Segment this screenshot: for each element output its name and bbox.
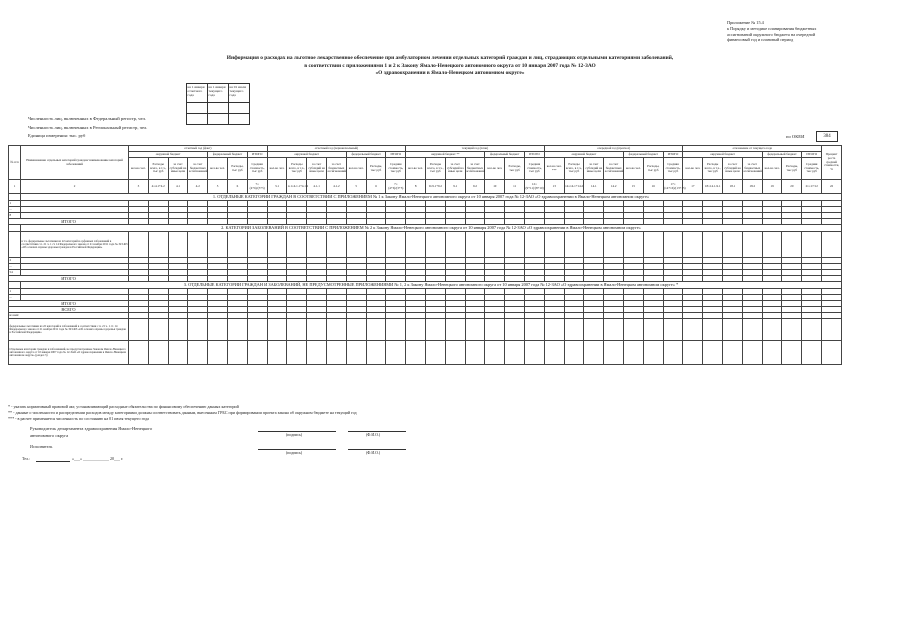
data-cell bbox=[366, 232, 386, 258]
data-cell bbox=[366, 341, 386, 365]
data-cell bbox=[346, 319, 366, 341]
column-number: 4.1.1 bbox=[307, 180, 327, 194]
data-cell bbox=[247, 232, 267, 258]
footnote: * - указать нормативный правовой акт, устанавливающий расходные обязательства по финансовому обеспечению данных категорий bbox=[8, 404, 239, 409]
title-line: Информация о расходах на льготное лекарственное обеспечение при амбулаторном лечении отдельных категорий граждан и лиц, страдающих отдельными категориями заболеваний, bbox=[226, 55, 674, 61]
data-cell bbox=[822, 232, 842, 258]
budget-header: окружной бюджет bbox=[267, 152, 346, 158]
signature-line bbox=[348, 431, 406, 432]
data-cell bbox=[683, 319, 703, 341]
total-label: ИТОГО bbox=[9, 219, 129, 225]
breakdown-label: Отдельные категории граждан и заболеваний, не предусмотренные Законом Ямало-Ненецкого автономного округа от 10 января 2007 года № 12-ЗАО «О здравоохранении в Ямало-Ненецком автономном округе» (раздел 3) bbox=[9, 341, 129, 365]
column-number: 13 bbox=[544, 180, 564, 194]
sub-header: за счет субсидий на иные цели bbox=[445, 158, 465, 180]
data-cell bbox=[822, 341, 842, 365]
phone-label: Тел.: bbox=[22, 456, 31, 461]
sub-header: кол-во чел. bbox=[485, 158, 505, 180]
title-line: «О здравоохранении в Ямало-Ненецком автономном округе» bbox=[375, 70, 525, 76]
column-number: 16 bbox=[643, 180, 663, 194]
signature-caption: (подпись) bbox=[286, 451, 303, 455]
budget-header: федеральный бюджет bbox=[208, 152, 248, 158]
column-number: 9.2 bbox=[465, 180, 485, 194]
column-number: 14.2 bbox=[604, 180, 624, 194]
data-cell bbox=[188, 232, 208, 258]
data-cell bbox=[762, 319, 782, 341]
section-title: 1. ОТДЕЛЬНЫЕ КАТЕГОРИИ ГРАЖДАН В СООТВЕТСТВИИ С ПРИЛОЖЕНИЕМ № 1 к Закону Ямало-Ненецкого автономного округа от 10 января 2007 года № 12-ЗАО «О здравоохранении в Ямало-Ненецком автономном округе» bbox=[21, 194, 842, 201]
data-cell bbox=[386, 341, 406, 365]
column-number: 4.2 bbox=[188, 180, 208, 194]
column-number: 4.1.2 bbox=[327, 180, 347, 194]
section-number bbox=[9, 282, 21, 289]
column-number: 14=14.1+14.2 bbox=[564, 180, 584, 194]
data-cell bbox=[208, 341, 228, 365]
sub-header: за счет субсидий на иные цели bbox=[168, 158, 188, 180]
data-cell bbox=[525, 319, 545, 341]
data-cell bbox=[129, 319, 149, 341]
footnote: *** - в расчет применяется численность по состоянию на 01 июля текущего года bbox=[8, 416, 149, 421]
budget-header: окружной бюджет ** bbox=[406, 152, 485, 158]
column-number: 1 bbox=[9, 180, 21, 194]
sub-header: за счет субсидий на иные цели bbox=[584, 158, 604, 180]
registry-header: на 1 января текущего года bbox=[208, 84, 229, 103]
column-number: 3.1 bbox=[267, 180, 287, 194]
sub-header: Расходы всего, в т.ч., тыс руб bbox=[564, 158, 584, 180]
data-cell bbox=[525, 232, 545, 258]
sub-header: Расходы всего, в т.ч., тыс руб bbox=[426, 158, 446, 180]
column-number: 7=(4+6)/(3+5) bbox=[386, 180, 406, 194]
signature-line bbox=[348, 449, 406, 450]
data-cell bbox=[129, 232, 149, 258]
data-cell bbox=[762, 232, 782, 258]
data-cell bbox=[782, 232, 802, 258]
data-cell bbox=[465, 341, 485, 365]
footnote: ** - данные о численности и распределении расходов между категориями должны соответствовать данным, внесенным ГРБС при формировании проекта закона об окружном бюджете на текущий год bbox=[8, 410, 357, 415]
row-number: 1 bbox=[9, 201, 21, 207]
column-number: 5 bbox=[208, 180, 228, 194]
document-title bbox=[150, 55, 750, 78]
total-label: ИТОГО bbox=[9, 276, 129, 282]
column-number: 4.1 bbox=[168, 180, 188, 194]
budget-header: окружной бюджет bbox=[129, 152, 208, 158]
column-number: 7=(4+6)/(3+5) bbox=[247, 180, 267, 194]
data-cell bbox=[505, 319, 525, 341]
sub-header: кол-во чел. bbox=[683, 158, 703, 180]
data-cell bbox=[168, 341, 188, 365]
data-cell bbox=[742, 232, 762, 258]
data-cell bbox=[287, 341, 307, 365]
sub-header: за счет бюджетных ассигнований bbox=[465, 158, 485, 180]
data-cell bbox=[584, 319, 604, 341]
budget-header: ИТОГО bbox=[802, 152, 822, 158]
sub-header: за счет субсидий на иные цели bbox=[723, 158, 743, 180]
sub-header: кол-во чел. *** bbox=[544, 158, 564, 180]
budget-header: окружной бюджет bbox=[683, 152, 762, 158]
column-number: 4=4.1+4.2 bbox=[148, 180, 168, 194]
phone-line bbox=[36, 461, 70, 462]
data-cell bbox=[663, 341, 683, 365]
data-cell bbox=[148, 232, 168, 258]
registry-cell bbox=[208, 114, 229, 125]
budget-header: федеральный бюджет bbox=[485, 152, 525, 158]
data-cell bbox=[564, 232, 584, 258]
section-number bbox=[9, 225, 21, 232]
sub-header: за счет бюджетных ассигнований bbox=[188, 158, 208, 180]
sub-header: кол-во чел. bbox=[624, 158, 644, 180]
data-cell bbox=[267, 341, 287, 365]
data-cell bbox=[703, 232, 723, 258]
of-which-label: из них: bbox=[9, 313, 129, 319]
registry-cell bbox=[187, 114, 208, 125]
appendix-line: ассигнований окружного бюджета на очередной bbox=[727, 31, 816, 37]
data-cell bbox=[703, 319, 723, 341]
column-number: 15 bbox=[624, 180, 644, 194]
column-number: 9.1 bbox=[445, 180, 465, 194]
data-cell bbox=[643, 232, 663, 258]
data-cell bbox=[445, 319, 465, 341]
data-cell bbox=[227, 232, 247, 258]
column-number: 17 bbox=[683, 180, 703, 194]
data-cell bbox=[267, 232, 287, 258]
data-cell bbox=[406, 232, 426, 258]
sub-header: Расходы, тыс руб bbox=[227, 158, 247, 180]
registry-cell bbox=[229, 114, 250, 125]
data-cell bbox=[505, 232, 525, 258]
data-cell bbox=[327, 341, 347, 365]
extra-header: Процент роста средней стоимости, % bbox=[822, 146, 842, 180]
data-cell bbox=[168, 319, 188, 341]
row-number bbox=[9, 232, 21, 258]
data-cell bbox=[426, 341, 446, 365]
sub-header: Расходы всего, в т.ч., тыс руб bbox=[148, 158, 168, 180]
data-cell bbox=[227, 319, 247, 341]
registry-cell bbox=[187, 103, 208, 114]
sub-header: кол-во чел. bbox=[129, 158, 149, 180]
column-number: 18=14.1-9.1 bbox=[703, 180, 723, 194]
registry-cell bbox=[208, 103, 229, 114]
data-cell bbox=[386, 319, 406, 341]
sub-header: Расходы, тыс руб bbox=[366, 158, 386, 180]
row-number: ... bbox=[9, 295, 21, 301]
period-header: отчетный год (факт) bbox=[129, 146, 268, 152]
row-number: 2 bbox=[9, 258, 21, 264]
sub-header: за счет бюджетных ассигнований bbox=[742, 158, 762, 180]
column-number: 6 bbox=[366, 180, 386, 194]
column-number: 21=17/12 bbox=[802, 180, 822, 194]
data-cell bbox=[307, 319, 327, 341]
sub-header: за счет субсидий на иные цели bbox=[307, 158, 327, 180]
data-cell bbox=[386, 232, 406, 258]
data-cell bbox=[643, 319, 663, 341]
data-cell bbox=[346, 232, 366, 258]
budget-header: ИТОГО bbox=[247, 152, 267, 158]
sub-header: за счет бюджетных ассигнований bbox=[604, 158, 624, 180]
data-cell bbox=[723, 341, 743, 365]
section-number bbox=[9, 194, 21, 201]
data-cell bbox=[782, 341, 802, 365]
date-field: «___» _____________ 20___ г. bbox=[72, 456, 124, 461]
budget-header: федеральный бюджет bbox=[624, 152, 664, 158]
period-header: отклонение от текущего года bbox=[683, 146, 822, 152]
sub-header: кол-во чел. bbox=[346, 158, 366, 180]
column-number: 10 bbox=[485, 180, 505, 194]
data-cell bbox=[129, 341, 149, 365]
data-cell bbox=[604, 341, 624, 365]
appendix-line: к Порядку и методике планирования бюджетных bbox=[727, 25, 817, 31]
data-cell bbox=[643, 341, 663, 365]
row-number: 54 bbox=[9, 270, 21, 276]
data-cell bbox=[782, 319, 802, 341]
data-cell bbox=[227, 341, 247, 365]
sub-header: кол-во чел. bbox=[267, 158, 287, 180]
col-header-number: № п/п bbox=[9, 146, 21, 180]
data-cell bbox=[445, 232, 465, 258]
column-number: 4.1=4.1.1+4.1.2 bbox=[287, 180, 307, 194]
data-cell bbox=[544, 341, 564, 365]
data-cell bbox=[485, 341, 505, 365]
data-cell bbox=[544, 232, 564, 258]
data-cell bbox=[168, 232, 188, 258]
data-cell bbox=[445, 341, 465, 365]
data-cell bbox=[485, 319, 505, 341]
data-cell bbox=[188, 319, 208, 341]
unit-of-measure: Единица измерения: тыс. руб bbox=[28, 133, 86, 138]
column-number: 20 bbox=[782, 180, 802, 194]
period-header: отчетный год (первоначальный) bbox=[267, 146, 406, 152]
sub-header: Средняя стоимость, тыс руб bbox=[525, 158, 545, 180]
data-cell bbox=[148, 341, 168, 365]
registry-cell bbox=[229, 103, 250, 114]
head-title: автономного округа bbox=[30, 433, 69, 438]
data-cell bbox=[465, 232, 485, 258]
row-number: 8 bbox=[9, 213, 21, 219]
data-cell bbox=[663, 232, 683, 258]
data-cell bbox=[604, 319, 624, 341]
data-cell bbox=[247, 341, 267, 365]
appendix-note bbox=[727, 20, 897, 43]
data-cell bbox=[247, 319, 267, 341]
data-cell bbox=[505, 341, 525, 365]
column-number: 17=(14+16)/(13+15) bbox=[663, 180, 683, 194]
appendix-line: финансовый год и плановый период bbox=[727, 37, 794, 43]
data-cell bbox=[802, 232, 822, 258]
data-cell bbox=[564, 319, 584, 341]
data-cell bbox=[485, 232, 505, 258]
expenses-table bbox=[8, 145, 842, 365]
sub-header: Расходы всего, в т.ч., тыс руб bbox=[703, 158, 723, 180]
data-cell bbox=[406, 341, 426, 365]
data-cell bbox=[683, 341, 703, 365]
fio-caption: (Ф.И.О.) bbox=[366, 433, 381, 437]
column-number: 19 bbox=[762, 180, 782, 194]
data-cell bbox=[327, 319, 347, 341]
registry-header: на 1 января отчетного года bbox=[187, 84, 208, 103]
total-label: ИТОГО bbox=[9, 301, 129, 307]
period-header: текущий год (план) bbox=[406, 146, 545, 152]
sub-header: Средняя стоимость, тыс руб bbox=[663, 158, 683, 180]
sub-header: Средняя стоимость, тыс руб bbox=[247, 158, 267, 180]
category-note: в т.ч. федеральные льготники из 22 категорий и орфанных заболеваний в соответствии с п. 21 ч. 1 ст. 14 Федерального закона от 21 ноября 2011 года № 323-ФЗ «Об основах охраны здоровья граждан в Российской Федерации» bbox=[21, 232, 129, 258]
col-header-name: Наименование отдельных категорий граждан/ наименование категорий заболеваний bbox=[21, 146, 129, 180]
budget-header: ИТОГО bbox=[663, 152, 683, 158]
data-cell bbox=[624, 319, 644, 341]
data-cell bbox=[426, 232, 446, 258]
column-number: 3 bbox=[129, 180, 149, 194]
sub-header: кол-во чел. bbox=[762, 158, 782, 180]
data-cell bbox=[742, 341, 762, 365]
signature-line bbox=[258, 449, 336, 450]
column-number: 11 bbox=[505, 180, 525, 194]
executor-label: Исполнитель bbox=[30, 444, 53, 449]
sub-header: Средняя стоимость, тыс руб bbox=[802, 158, 822, 180]
sub-header: Расходы, тыс руб bbox=[505, 158, 525, 180]
data-cell bbox=[406, 319, 426, 341]
okei-label: по ОКЕИ bbox=[786, 134, 805, 139]
data-cell bbox=[327, 232, 347, 258]
sub-header: кол-во чел. bbox=[406, 158, 426, 180]
data-cell bbox=[663, 319, 683, 341]
data-cell bbox=[208, 232, 228, 258]
data-cell bbox=[544, 319, 564, 341]
data-cell bbox=[703, 341, 723, 365]
federal-register-count: Численность лиц, включенных в Федеральный регистр, чел. bbox=[28, 116, 147, 121]
data-cell bbox=[723, 232, 743, 258]
title-line: в соответствии с приложениями 1 и 2 к Закону Ямало-Ненецкого автономного округа от 10 января 2007 года № 12-ЗАО bbox=[304, 62, 596, 69]
column-number: 2 bbox=[21, 180, 129, 194]
data-cell bbox=[346, 341, 366, 365]
row-number: 1 bbox=[9, 289, 21, 295]
data-cell bbox=[802, 341, 822, 365]
budget-header: федеральный бюджет bbox=[762, 152, 802, 158]
column-number: 12=(9+11)/(8+10) bbox=[525, 180, 545, 194]
data-cell bbox=[188, 341, 208, 365]
column-number: 8 bbox=[406, 180, 426, 194]
data-cell bbox=[604, 232, 624, 258]
budget-header: федеральный бюджет bbox=[346, 152, 386, 158]
fio-caption: (Ф.И.О.) bbox=[366, 451, 381, 455]
head-title: Руководитель департамента здравоохранения Ямало-Ненецкого bbox=[30, 426, 153, 431]
breakdown-label: федеральные льготники из 22 категорий и заболеваний в соответствии с п. 21 ч. 1 ст. 14 Федерального закона от 21 ноября 2011 года № 323-ФЗ «Об основах охраны здоровья граждан в Российской Федерации» bbox=[9, 319, 129, 341]
budget-header: ИТОГО bbox=[386, 152, 406, 158]
signature-caption: (подпись) bbox=[286, 433, 303, 437]
sub-header: Расходы, тыс руб bbox=[643, 158, 663, 180]
row-number: ... bbox=[9, 207, 21, 213]
column-number: 9=9.1+9.2 bbox=[426, 180, 446, 194]
data-cell bbox=[148, 319, 168, 341]
data-cell bbox=[525, 341, 545, 365]
column-number: 22 bbox=[822, 180, 842, 194]
period-header: очередной год (прогноз) bbox=[544, 146, 683, 152]
data-cell bbox=[426, 319, 446, 341]
signature-line bbox=[258, 431, 336, 432]
column-number: 18.2 bbox=[742, 180, 762, 194]
data-cell bbox=[267, 319, 287, 341]
data-cell bbox=[802, 319, 822, 341]
data-cell bbox=[584, 341, 604, 365]
column-number: 5 bbox=[346, 180, 366, 194]
data-cell bbox=[723, 319, 743, 341]
column-number: 18.1 bbox=[723, 180, 743, 194]
data-cell bbox=[822, 319, 842, 341]
column-number: 14.1 bbox=[584, 180, 604, 194]
data-cell bbox=[307, 232, 327, 258]
registry-table bbox=[186, 83, 250, 125]
data-cell bbox=[465, 319, 485, 341]
data-cell bbox=[208, 319, 228, 341]
sub-header: Расходы всего, в т.ч., тыс руб bbox=[287, 158, 307, 180]
regional-register-count: Численность лиц, включенных в Региональный регистр, чел. bbox=[28, 125, 148, 130]
appendix-line: Приложение № 15.4 bbox=[727, 20, 764, 25]
data-cell bbox=[564, 341, 584, 365]
data-cell bbox=[624, 232, 644, 258]
registry-header: на 01 июля текущего года bbox=[229, 84, 250, 103]
sub-header: Расходы, тыс руб bbox=[782, 158, 802, 180]
data-cell bbox=[742, 319, 762, 341]
sub-header: за счет бюджетных ассигнований bbox=[327, 158, 347, 180]
data-cell bbox=[307, 341, 327, 365]
section-title: 2. КАТЕГОРИИ ЗАБОЛЕВАНИЙ В СООТВЕТСТВИИ С ПРИЛОЖЕНИЕМ № 2 к Закону Ямало-Ненецкого автономного округа от 10 января 2007 года № 12-ЗАО «О здравоохранении в Ямало-Ненецком автономном округе» bbox=[21, 225, 842, 232]
data-cell bbox=[762, 341, 782, 365]
okei-code: 384 bbox=[816, 131, 838, 142]
sub-header: кол-во чел. bbox=[208, 158, 228, 180]
total-label: ВСЕГО bbox=[9, 307, 129, 313]
budget-header: окружной бюджет bbox=[544, 152, 623, 158]
data-cell bbox=[287, 232, 307, 258]
data-cell bbox=[624, 341, 644, 365]
row-number: ... bbox=[9, 264, 21, 270]
column-number: 6 bbox=[227, 180, 247, 194]
section-title: 3. ОТДЕЛЬНЫЕ КАТЕГОРИИ ГРАЖДАН И ЗАБОЛЕВАНИЙ, НЕ ПРЕДУСМОТРЕННЫЕ ПРИЛОЖЕНИЯМИ № 1, 2 к Закону Ямало-Ненецкого автономного округа от 10 января 2007 года № 12-ЗАО «О здравоохранении в Ямало-Ненецком автономном округе» * bbox=[21, 282, 842, 289]
data-cell bbox=[287, 319, 307, 341]
data-cell bbox=[584, 232, 604, 258]
sub-header: Средняя стоимость, тыс руб bbox=[386, 158, 406, 180]
data-cell bbox=[366, 319, 386, 341]
data-cell bbox=[683, 232, 703, 258]
budget-header: ИТОГО bbox=[525, 152, 545, 158]
